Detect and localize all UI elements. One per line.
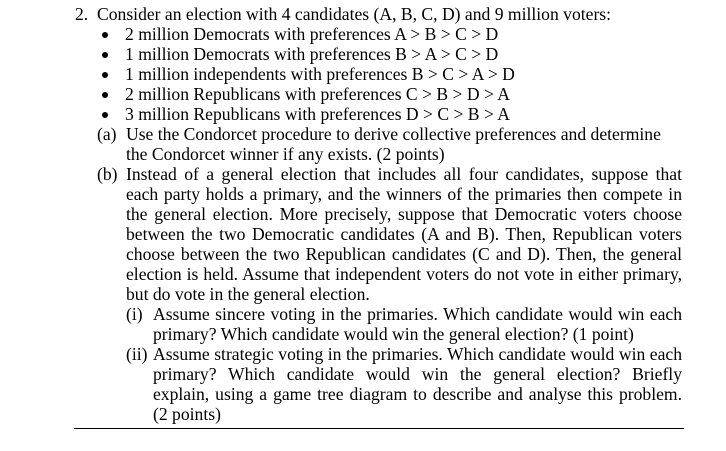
part-b-text-line: election is held. Assume that independent voters do not vote in either primary, <box>126 264 682 284</box>
sub-ii-text-line: explain, using a game tree diagram to describe and analyse this problem. <box>153 384 682 404</box>
bullet-icon <box>102 32 108 38</box>
sub-i-text-line: primary? Which candidate would win the general election? (1 point) <box>153 324 634 344</box>
bullet-icon <box>102 92 108 98</box>
sub-ii-text-line: Assume strategic voting in the primaries. Which candidate would win each <box>153 344 682 364</box>
bullet-icon <box>102 52 108 58</box>
sub-ii-text-line: (2 points) <box>153 404 221 424</box>
sub-ii-text-line: primary? Which candidate would win the general election? Briefly <box>153 364 682 384</box>
voter-group-item: 2 million Republicans with preferences C > B > D > A <box>125 84 511 104</box>
question-stem: Consider an election with 4 candidates (A, B, C, D) and 9 million voters: <box>97 4 612 24</box>
bullet-icon <box>102 72 108 78</box>
sub-i-text-line: Assume sincere voting in the primaries. Which candidate would win each <box>153 304 682 324</box>
sub-i-label: (i) <box>126 304 143 324</box>
voter-group-item: 1 million independents with preferences B > C > A > D <box>125 64 515 84</box>
part-b-text-line: Instead of a general election that includes all four candidates, suppose that <box>126 164 682 184</box>
part-a-text-line: the Condorcet winner if any exists. (2 points) <box>126 144 445 164</box>
part-b-text-line: the general election. More precisely, suppose that Democratic voters choose <box>126 204 682 224</box>
part-b-label: (b) <box>97 164 118 184</box>
part-b-text-line: choose between the two Republican candidates (C and D). Then, the general <box>126 244 682 264</box>
part-a-text-line: Use the Condorcet procedure to derive collective preferences and determine <box>126 124 661 144</box>
voter-group-item: 1 million Democrats with preferences B > A > C > D <box>125 44 499 64</box>
voter-group-item: 2 million Democrats with preferences A > B > C > D <box>125 24 499 44</box>
part-b-text-line: between the two Democratic candidates (A and B). Then, Republican voters <box>126 224 682 244</box>
part-b-text-line: each party holds a primary, and the winners of the primaries then compete in <box>126 184 682 204</box>
bullet-icon <box>102 112 108 118</box>
part-a-label: (a) <box>97 124 117 144</box>
part-b-text-line: but do vote in the general election. <box>126 284 370 304</box>
bottom-rule <box>74 428 684 429</box>
voter-group-item: 3 million Republicans with preferences D > C > B > A <box>125 104 511 124</box>
sub-ii-label: (ii) <box>126 344 148 364</box>
question-number: 2. <box>75 4 89 24</box>
